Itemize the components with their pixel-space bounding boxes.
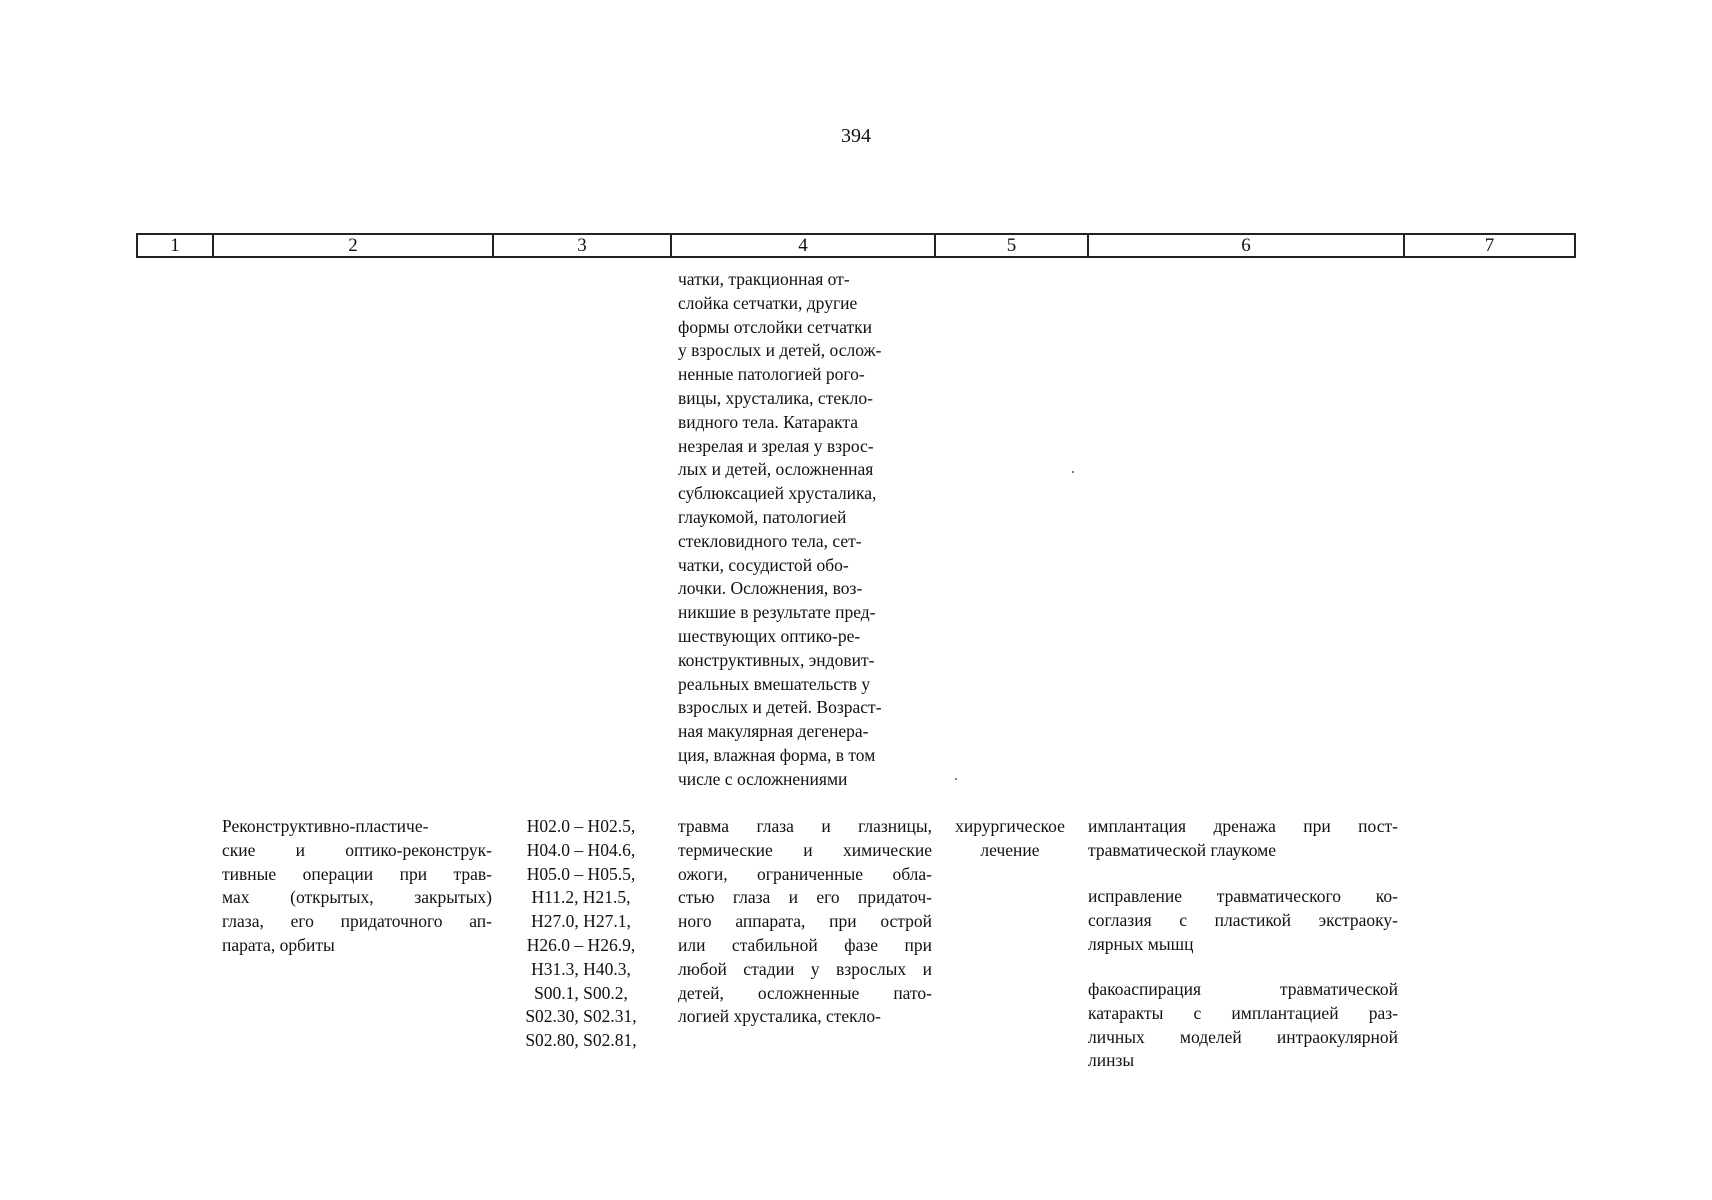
speck-mark: [955, 778, 957, 780]
header-col-1: 1: [170, 235, 180, 256]
text-line: соглазия с пластикой экстраоку-: [1088, 909, 1398, 930]
text-line: слойка сетчатки, другие: [678, 292, 858, 313]
text-line: ненные патологией рого-: [678, 364, 865, 385]
text-line: вицы, хрусталика, стекло-: [678, 387, 873, 408]
row-col3-icd-codes: [512, 815, 650, 1053]
row-col4-diagnosis: [678, 815, 932, 1029]
text-line: факоаспирация травматической: [1088, 979, 1398, 999]
text-line: реальных вмешательств у: [678, 673, 871, 694]
text-line: любой стадии у взрослых и: [678, 958, 932, 979]
text-line: взрослых и детей. Возраст-: [678, 697, 882, 718]
text-line: H27.0, H27.1,: [531, 911, 631, 932]
header-col-5: 5: [934, 235, 1087, 256]
text-line: H31.3, H40.3,: [531, 958, 631, 979]
text-line: травматической глаукоме: [1088, 839, 1277, 860]
row-col2-procedure-name: [222, 815, 492, 958]
text-line: S00.1, S00.2,: [534, 982, 628, 1003]
speck-mark: [1072, 471, 1074, 473]
text-line: ция, влажная форма, в том: [678, 744, 876, 765]
header-col-2: 2: [212, 235, 492, 256]
text-line: парата, орбиты: [222, 934, 335, 955]
text-line: формы отслойки сетчатки: [678, 316, 873, 337]
treatment-method-1: [1088, 815, 1398, 863]
text-line: глаза, его придаточного ап-: [222, 911, 492, 932]
treatment-method-3: [1088, 978, 1398, 1073]
text-line: конструктивных, эндовит-: [678, 649, 875, 670]
text-line: S02.80, S02.81,: [525, 1030, 637, 1051]
text-line: незрелая и зрелая у взрос-: [678, 435, 874, 456]
text-line: термические и химические: [678, 839, 932, 860]
text-line: ожоги, ограниченные обла-: [678, 863, 932, 884]
text-line: никшие в результате пред-: [678, 602, 876, 623]
text-line: видного тела. Катаракта: [678, 411, 858, 432]
text-line: H02.0 – H02.5,: [526, 816, 636, 836]
text-line: стекловидного тела, сет-: [678, 530, 862, 551]
text-line: чатки, сосудистой обо-: [678, 554, 849, 575]
text-line: H05.0 – H05.5,: [526, 863, 636, 884]
text-line: лечение: [980, 839, 1040, 860]
text-line: хирургическое: [955, 816, 1065, 836]
text-line: логией хрусталика, стекло-: [678, 1006, 881, 1027]
row-col5-treatment-type: [940, 815, 1080, 863]
text-line: шествующих оптико-ре-: [678, 625, 861, 646]
header-col-4: 4: [670, 235, 934, 256]
col4-continuation-text: [678, 268, 936, 792]
table-header-row: [136, 233, 1576, 258]
text-line: лярных мышц: [1088, 933, 1194, 954]
header-col-6: 6: [1087, 235, 1403, 256]
text-line: лочки. Осложнения, воз-: [678, 578, 863, 599]
text-line: у взрослых и детей, ослож-: [678, 340, 882, 361]
text-line: мах (открытых, закрытых): [222, 887, 492, 908]
text-line: линзы: [1088, 1050, 1135, 1071]
text-line: травма глаза и глазницы,: [678, 816, 932, 836]
text-line: тивные операции при трав-: [222, 863, 492, 884]
text-line: исправление травматического ко-: [1088, 886, 1398, 906]
text-line: Реконструктивно-пластиче-: [222, 816, 429, 836]
text-line: катаракты с имплантацией раз-: [1088, 1002, 1398, 1023]
text-line: личных моделей интраокулярной: [1088, 1026, 1398, 1047]
text-line: имплантация дренажа при пост-: [1088, 816, 1398, 836]
text-line: числе с осложнениями: [678, 768, 848, 789]
treatment-method-2: [1088, 885, 1398, 956]
header-col-3: 3: [492, 235, 670, 256]
text-line: ские и оптико-реконструк-: [222, 839, 492, 860]
text-line: ного аппарата, при острой: [678, 911, 932, 932]
text-line: чатки, тракционная от-: [678, 269, 850, 289]
text-line: H26.0 – H26.9,: [526, 934, 636, 955]
text-line: H11.2, H21.5,: [531, 887, 631, 908]
header-col-7: 7: [1403, 235, 1574, 256]
text-line: или стабильной фазе при: [678, 934, 932, 955]
text-line: S02.30, S02.31,: [525, 1006, 637, 1027]
text-line: H04.0 – H04.6,: [526, 839, 636, 860]
page-number: 394: [841, 125, 871, 147]
text-line: ная макулярная дегенера-: [678, 721, 869, 742]
text-line: лых и детей, осложненная: [678, 459, 874, 480]
text-line: глаукомой, патологией: [678, 506, 847, 527]
text-line: стью глаза и его придаточ-: [678, 887, 932, 908]
text-line: сублюксацией хрусталика,: [678, 483, 877, 504]
text-line: детей, осложненные пато-: [678, 982, 932, 1003]
